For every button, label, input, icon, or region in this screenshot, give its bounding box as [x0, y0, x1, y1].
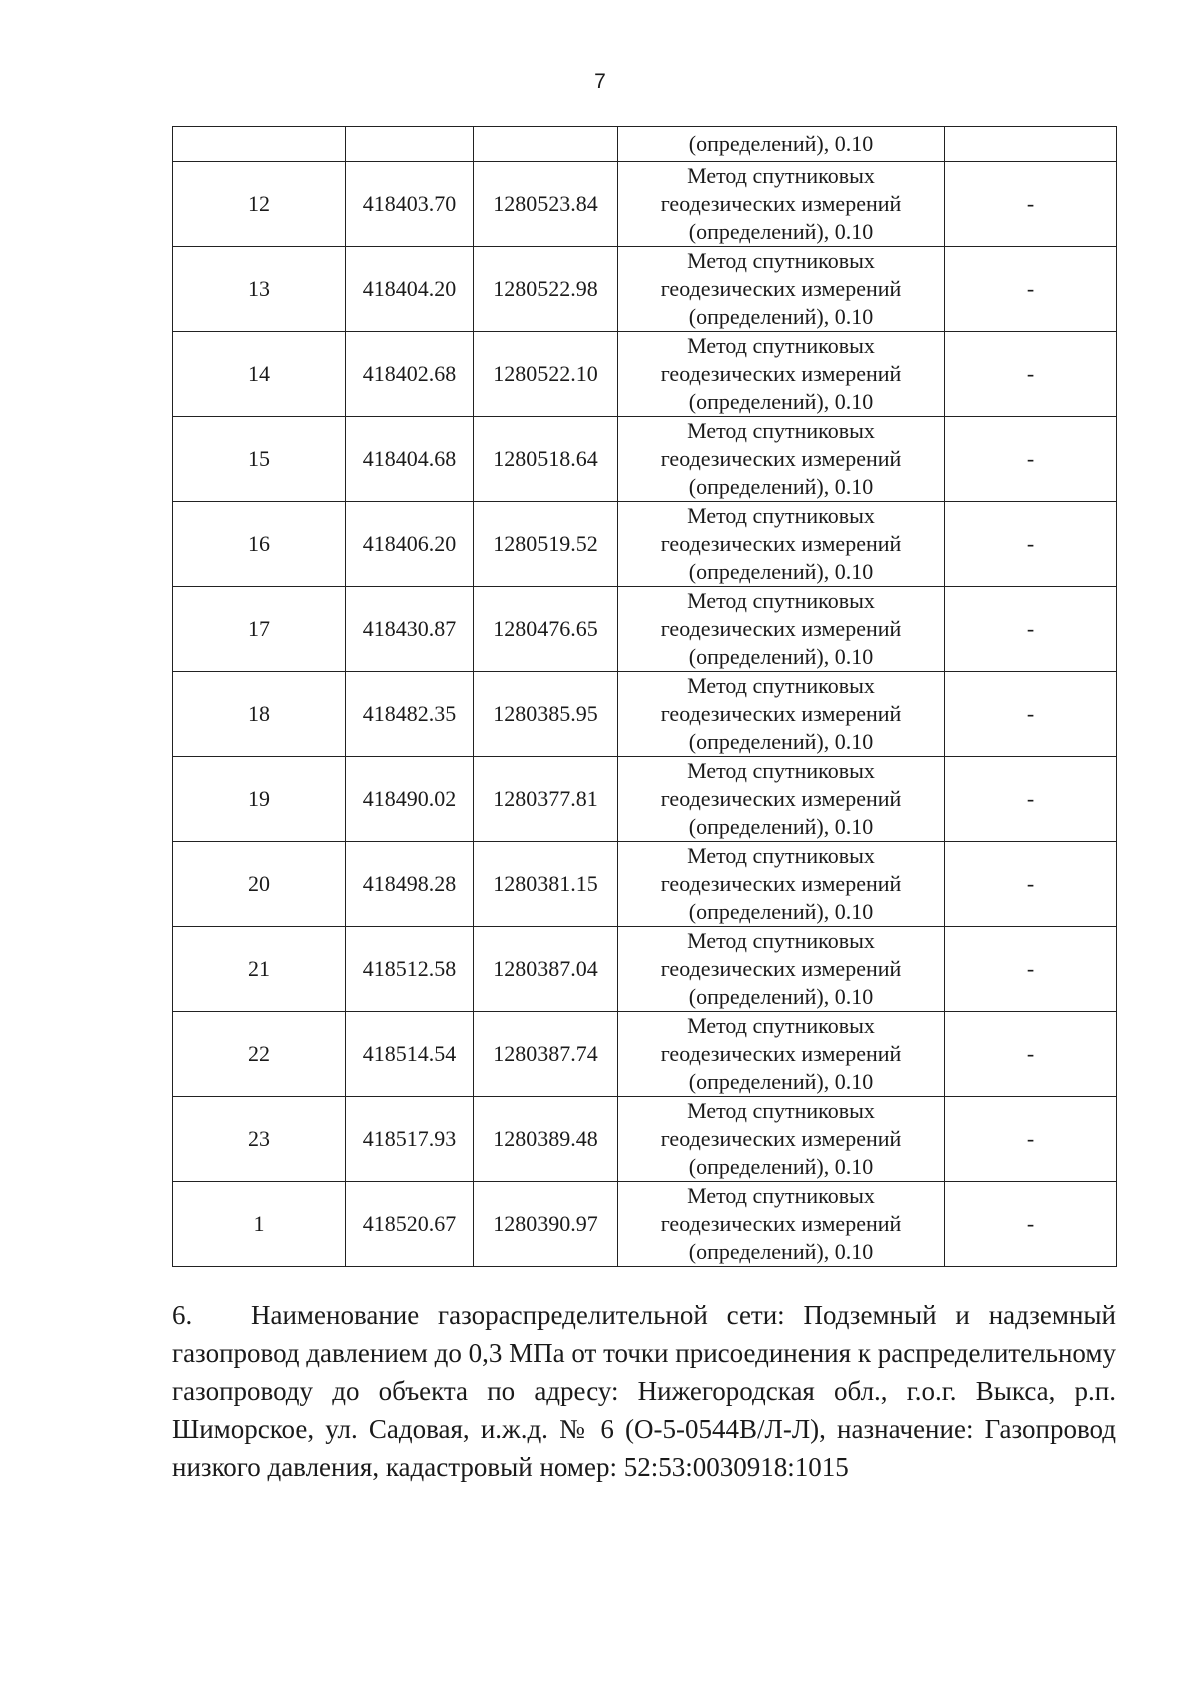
table-row — [173, 502, 1117, 587]
cell-method: Метод спутниковых геодезических измерений (определений), 0.10 — [618, 672, 945, 757]
cell-note: - — [945, 842, 1117, 927]
table-body — [173, 127, 1117, 1267]
cell-x: 418517.93 — [346, 1097, 474, 1182]
table-row — [173, 1012, 1117, 1097]
cell-method: Метод спутниковых геодезических измерений (определений), 0.10 — [618, 332, 945, 417]
cell-note: - — [945, 417, 1117, 502]
cell-point-empty — [173, 127, 346, 162]
cell-y: 1280381.15 — [474, 842, 618, 927]
cell-method-continued: (определений), 0.10 — [618, 127, 945, 162]
cell-y: 1280377.81 — [474, 757, 618, 842]
cell-x: 418490.02 — [346, 757, 474, 842]
coordinates-table — [172, 126, 1117, 1267]
table-row — [173, 587, 1117, 672]
cell-point: 23 — [173, 1097, 346, 1182]
cell-point: 19 — [173, 757, 346, 842]
cell-point: 21 — [173, 927, 346, 1012]
cell-y: 1280518.64 — [474, 417, 618, 502]
cell-method: Метод спутниковых геодезических измерений (определений), 0.10 — [618, 1097, 945, 1182]
cell-point: 12 — [173, 162, 346, 247]
cell-x: 418406.20 — [346, 502, 474, 587]
cell-note: - — [945, 587, 1117, 672]
cell-point: 1 — [173, 1182, 346, 1267]
cell-y: 1280385.95 — [474, 672, 618, 757]
table-row — [173, 247, 1117, 332]
cell-y: 1280389.48 — [474, 1097, 618, 1182]
cell-method: Метод спутниковых геодезических измерений (определений), 0.10 — [618, 247, 945, 332]
cell-method: Метод спутниковых геодезических измерений (определений), 0.10 — [618, 927, 945, 1012]
cell-method: Метод спутниковых геодезических измерений (определений), 0.10 — [618, 1182, 945, 1267]
cell-note: - — [945, 502, 1117, 587]
cell-point: 16 — [173, 502, 346, 587]
table-row — [173, 1097, 1117, 1182]
cell-method: Метод спутниковых геодезических измерений (определений), 0.10 — [618, 417, 945, 502]
cell-method: Метод спутниковых геодезических измерений (определений), 0.10 — [618, 757, 945, 842]
cell-note: - — [945, 927, 1117, 1012]
cell-x: 418482.35 — [346, 672, 474, 757]
cell-method: Метод спутниковых геодезических измерений (определений), 0.10 — [618, 502, 945, 587]
cell-x: 418512.58 — [346, 927, 474, 1012]
cell-point: 20 — [173, 842, 346, 927]
cell-y: 1280519.52 — [474, 502, 618, 587]
cell-method: Метод спутниковых геодезических измерений (определений), 0.10 — [618, 1012, 945, 1097]
cell-point: 15 — [173, 417, 346, 502]
cell-note: - — [945, 162, 1117, 247]
cell-y: 1280522.98 — [474, 247, 618, 332]
cell-y: 1280522.10 — [474, 332, 618, 417]
cell-x: 418404.68 — [346, 417, 474, 502]
cell-x: 418520.67 — [346, 1182, 474, 1267]
cell-y: 1280387.74 — [474, 1012, 618, 1097]
cell-method: Метод спутниковых геодезических измерений (определений), 0.10 — [618, 587, 945, 672]
table-row — [173, 162, 1117, 247]
cell-method: Метод спутниковых геодезических измерений (определений), 0.10 — [618, 162, 945, 247]
cell-note: - — [945, 247, 1117, 332]
table-row — [173, 757, 1117, 842]
cell-x: 418404.20 — [346, 247, 474, 332]
paragraph-text: Наименование газораспределительной сети: Подземный и надземный газопровод давлением до 0,3 МПа от точки присоединения к распределительному газопроводу до объекта по адресу: Нижегородская обл., г.о.г. Выкса, р.п. Шиморское, ул. Садовая, и.ж.д. № 6 (О-5-0544В/Л-Л), назначение: Газопровод низкого давления, кадастровый номер: 52:53:0030918:1015 — [172, 1300, 1116, 1482]
table-row — [173, 332, 1117, 417]
table-row — [173, 417, 1117, 502]
cell-x: 418498.28 — [346, 842, 474, 927]
cell-note: - — [945, 1012, 1117, 1097]
paragraph-number: 6. — [172, 1300, 193, 1330]
cell-x: 418402.68 — [346, 332, 474, 417]
page-number: 7 — [594, 70, 606, 93]
paragraph-6 — [172, 1296, 1116, 1486]
cell-x-empty — [346, 127, 474, 162]
cell-note-empty — [945, 127, 1117, 162]
cell-note: - — [945, 672, 1117, 757]
table-row-continued — [173, 127, 1117, 162]
cell-note: - — [945, 332, 1117, 417]
cell-y: 1280476.65 — [474, 587, 618, 672]
cell-point: 13 — [173, 247, 346, 332]
cell-method: Метод спутниковых геодезических измерений (определений), 0.10 — [618, 842, 945, 927]
cell-point: 17 — [173, 587, 346, 672]
cell-x: 418514.54 — [346, 1012, 474, 1097]
table-row — [173, 927, 1117, 1012]
cell-point: 14 — [173, 332, 346, 417]
cell-note: - — [945, 1182, 1117, 1267]
cell-x: 418430.87 — [346, 587, 474, 672]
cell-point: 22 — [173, 1012, 346, 1097]
table-row — [173, 842, 1117, 927]
cell-x: 418403.70 — [346, 162, 474, 247]
cell-note: - — [945, 1097, 1117, 1182]
cell-y: 1280523.84 — [474, 162, 618, 247]
cell-y: 1280390.97 — [474, 1182, 618, 1267]
table-row — [173, 1182, 1117, 1267]
table-row — [173, 672, 1117, 757]
cell-y: 1280387.04 — [474, 927, 618, 1012]
cell-point: 18 — [173, 672, 346, 757]
cell-note: - — [945, 757, 1117, 842]
cell-y-empty — [474, 127, 618, 162]
